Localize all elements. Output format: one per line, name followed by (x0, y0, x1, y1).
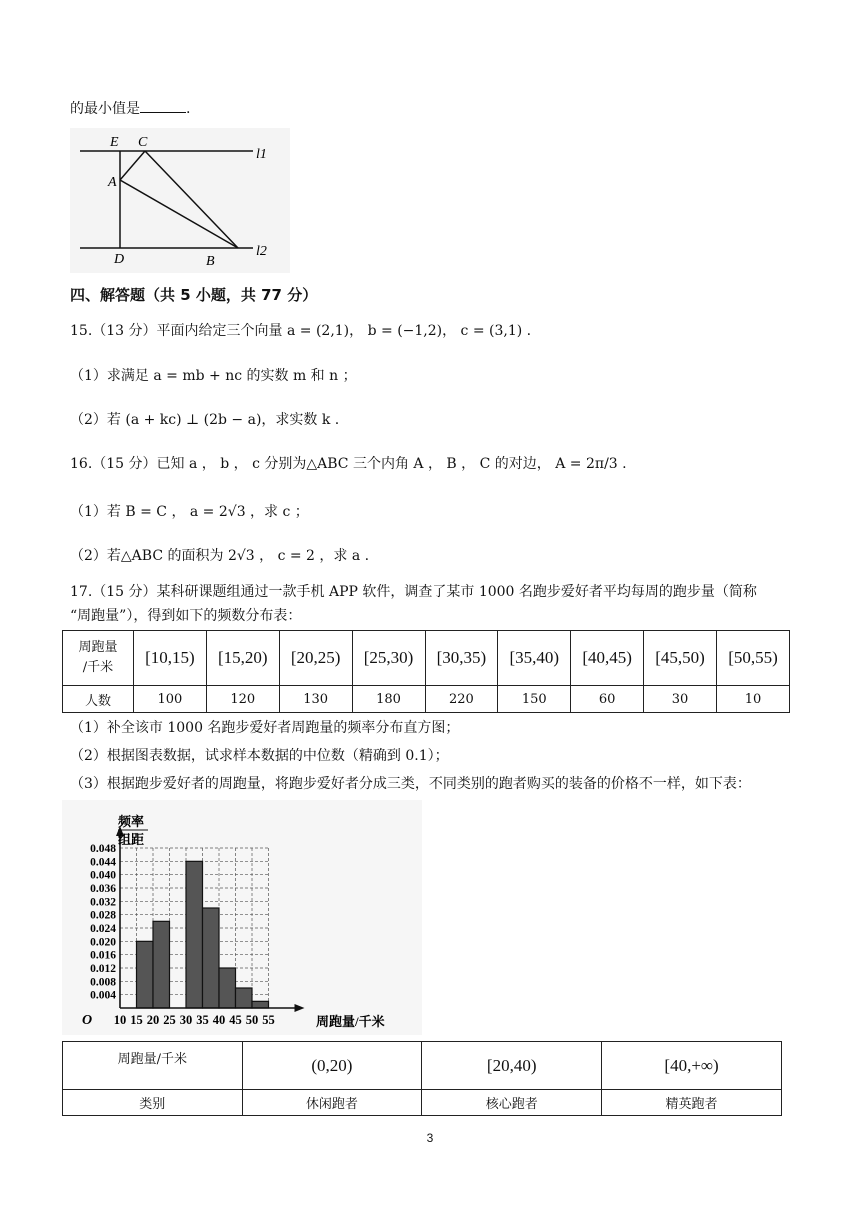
interval-cell: [25,30) (352, 631, 425, 686)
q16-part2: （2）若△ABC 的面积为 2√3 ， c = 2 ，求 a . (70, 548, 370, 564)
range-cell: (0,20) (242, 1042, 422, 1090)
interval-cell: [40,45) (571, 631, 644, 686)
category-header-row (63, 1042, 782, 1090)
geometry-figure (70, 128, 290, 273)
interval-cell: [10,15) (134, 631, 207, 686)
y-tick-label: 0.020 (90, 936, 116, 949)
intro-end: . (186, 101, 191, 117)
interval-cell: [30,35) (425, 631, 498, 686)
category-row-label: 类别 (63, 1090, 243, 1116)
count-cell: 10 (717, 686, 790, 713)
histogram-bar (203, 908, 220, 1008)
q16-stem: 16.（15 分）已知 a ， b ， c 分别为△ABC 三个内角 A ， B ， C 的对边， A = 2π/3 . (70, 456, 627, 472)
x-tick-label: 15 (130, 1013, 143, 1027)
x-tick-label: 45 (229, 1013, 242, 1027)
y-tick-label: 0.024 (90, 923, 116, 935)
label-l1: l1 (256, 147, 267, 162)
label-E: E (110, 135, 119, 150)
row-label-cell: 人数 (63, 686, 134, 713)
y-tick-label: 0.036 (90, 883, 116, 895)
y-tick-label: 0.048 (90, 843, 116, 855)
label-B: B (206, 254, 215, 269)
q16-part1: （1）若 B = C ， a = 2√3 ，求 c ； (70, 504, 309, 520)
section-heading: 四、解答题（共 5 小题，共 77 分） (70, 286, 318, 304)
x-tick-label: 55 (262, 1013, 275, 1027)
interval-cell: [20,25) (279, 631, 352, 686)
table-header-row (63, 631, 790, 686)
count-cell: 180 (352, 686, 425, 713)
category-row (63, 1090, 782, 1116)
interval-cell: [50,55) (717, 631, 790, 686)
q17-stem-line1: 17.（15 分）某科研课题组通过一款手机 APP 软件，调查了某市 1000 名跑步爱好者平均每周的跑步量（简称 (70, 584, 757, 600)
label-D: D (114, 252, 125, 267)
interval-cell: [45,50) (644, 631, 717, 686)
x-axis-label: 周跑量/千米 (316, 1014, 385, 1029)
count-cell: 220 (425, 686, 498, 713)
table-count-row (63, 686, 790, 713)
count-cell: 130 (279, 686, 352, 713)
x-tick-label: 40 (212, 1013, 226, 1027)
answer-blank (140, 98, 186, 113)
count-cell: 30 (644, 686, 717, 713)
interval-cell: [15,20) (206, 631, 279, 686)
y-tick-label: 0.008 (90, 976, 116, 989)
y-tick-label: 0.032 (90, 896, 116, 909)
count-cell: 100 (134, 686, 207, 713)
intro-line (70, 98, 190, 119)
range-cell: [20,40) (422, 1042, 602, 1090)
y-axis-label-bottom: 组距 (118, 832, 145, 847)
count-cell: 150 (498, 686, 571, 713)
y-axis-label-top: 频率 (118, 814, 145, 829)
q15-part1: （1）求满足 a = mb + nc 的实数 m 和 n ； (70, 368, 357, 384)
histogram-bar (236, 988, 253, 1008)
q17-part1: （1）补全该市 1000 名跑步爱好者周跑量的频率分布直方图； (70, 720, 460, 736)
category-table (62, 1041, 782, 1116)
label-A: A (108, 175, 117, 190)
range-cell: [40,+∞) (602, 1042, 782, 1090)
histogram-bar (137, 941, 154, 1008)
y-tick-label: 0.028 (90, 909, 116, 922)
category-cell: 精英跑者 (602, 1090, 782, 1116)
category-header-label: 周跑量/千米 (63, 1042, 243, 1090)
label-l2: l2 (256, 244, 267, 259)
histogram-bar (219, 968, 236, 1008)
histogram-bar (153, 921, 170, 1008)
histogram-bar (252, 1001, 269, 1008)
histogram-bar (186, 861, 203, 1008)
y-tick-label: 0.016 (90, 949, 116, 962)
y-tick-label: 0.040 (90, 869, 116, 882)
page-number: 3 (426, 1131, 434, 1145)
q15-stem: 15.（13 分）平面内给定三个向量 a = (2,1)， b = (−1,2)， c = (3,1) . (70, 323, 532, 339)
q17-stem-line2: “周跑量”），得到如下的频数分布表： (70, 608, 302, 624)
header-label-2: /千米 (82, 660, 114, 675)
count-cell: 60 (571, 686, 644, 713)
x-tick-label: 30 (179, 1013, 193, 1027)
y-tick-label: 0.044 (90, 856, 116, 869)
q15-part2: （2）若 (a + kc) ⊥ (2b − a)，求实数 k . (70, 412, 340, 428)
q17-part2: （2）根据图表数据，试求样本数据的中位数（精确到 0.1）； (70, 748, 449, 764)
category-cell: 休闲跑者 (242, 1090, 422, 1116)
x-tick-label: 35 (196, 1013, 209, 1027)
y-tick-label: 0.012 (90, 963, 116, 975)
label-C: C (138, 135, 148, 150)
count-cell: 120 (206, 686, 279, 713)
x-tick-label: 50 (245, 1013, 259, 1027)
header-label-cell (63, 631, 134, 686)
origin-label: O (82, 1013, 93, 1028)
y-tick-label: 0.004 (90, 989, 116, 1002)
intro-text: 的最小值是 (70, 101, 140, 117)
interval-cell: [35,40) (498, 631, 571, 686)
frequency-histogram (62, 800, 422, 1035)
header-label-1: 周跑量 (78, 640, 118, 655)
x-tick-label: 20 (146, 1013, 160, 1027)
q17-part3: （3）根据跑步爱好者的周跑量，将跑步爱好者分成三类，不同类别的跑者购买的装备的价格不一样，如下表： (70, 776, 751, 792)
category-cell: 核心跑者 (422, 1090, 602, 1116)
frequency-table (62, 630, 790, 713)
x-tick-label: 25 (163, 1013, 176, 1027)
x-tick-label: 10 (113, 1013, 127, 1027)
